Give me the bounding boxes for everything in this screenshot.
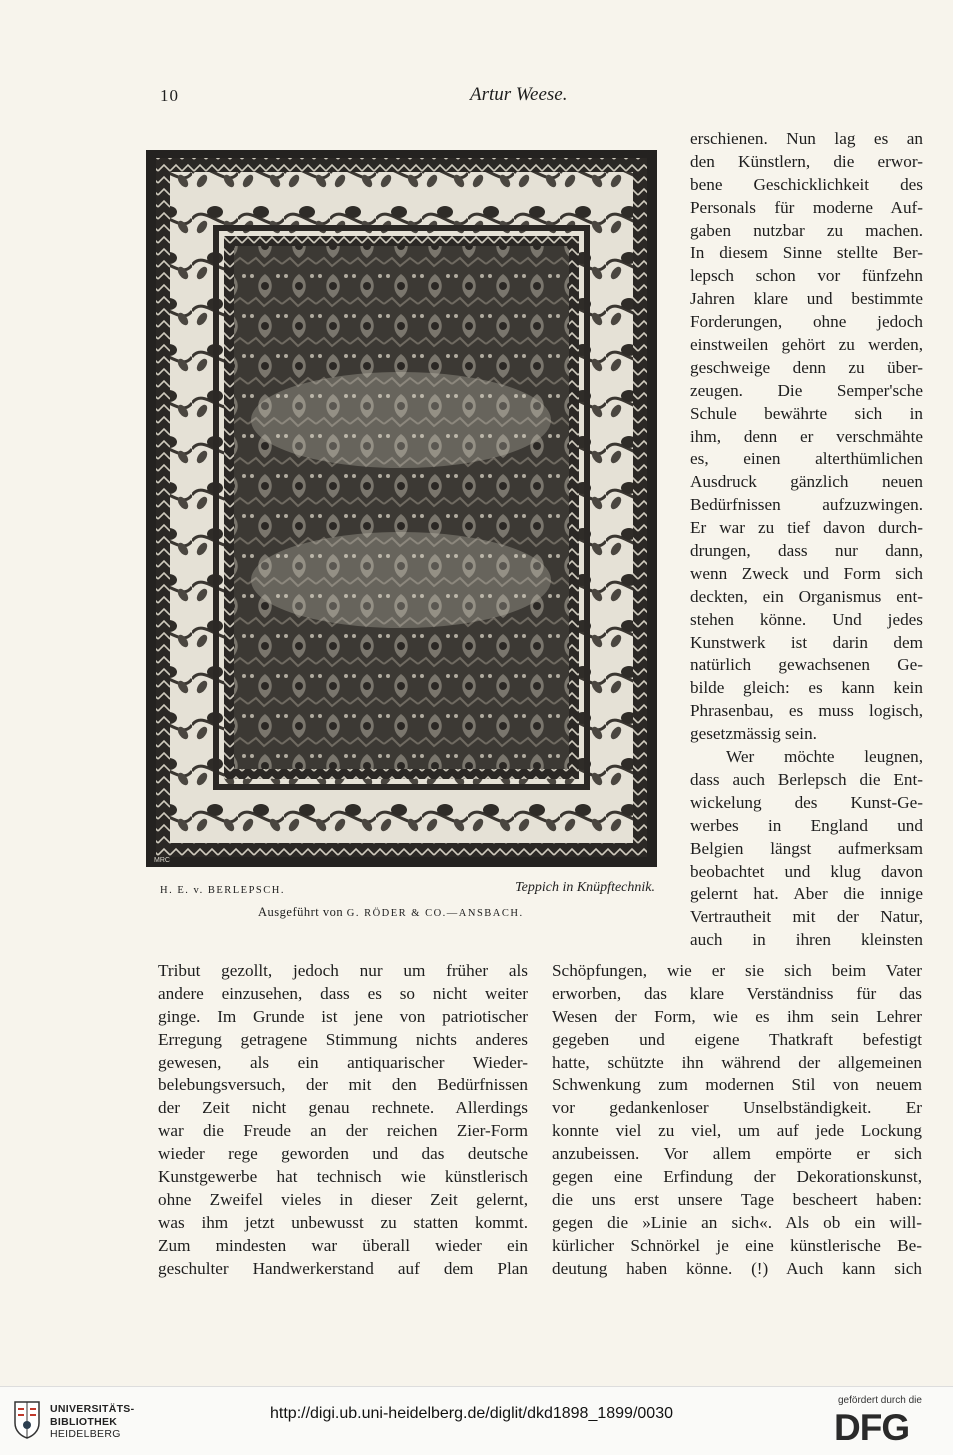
text-line: Schule bewährte sich in — [690, 403, 923, 423]
text-line: Kunstwerk ist darin dem — [690, 632, 923, 652]
text-line: erschienen. Nun lag es an — [690, 129, 923, 148]
library-name[interactable] — [50, 1403, 134, 1441]
text-line: vor gedankenloser Unselbständigkeit. Er — [552, 1098, 922, 1118]
caption-title: Teppich in Knüpftechnik. — [515, 880, 655, 895]
text-line: andere einzusehen, dass es so nicht weiter — [158, 983, 528, 1003]
text-line: wenn Zweck und Form sich — [690, 563, 923, 583]
text-line: Er war zu tief davon durch- — [690, 518, 923, 538]
text-line: konnte viel zu viel, um auf jede Lockung — [552, 1121, 922, 1141]
text-line: Tribut gezollt, jedoch nur um früher als — [158, 961, 528, 980]
library-line-3: HEIDELBERG — [50, 1428, 121, 1440]
text-line: geschulter Handwerkerstand auf dem Plan — [158, 1258, 528, 1278]
text-line: belebungsversuch, der mit den Bedürfnissen — [158, 1075, 528, 1095]
library-line-2: BIBLIOTHEK — [50, 1415, 118, 1428]
text-line: was ihm jetzt unbewusst zu statten kommt. — [158, 1212, 528, 1232]
text-line: Zum mindesten war überall wieder ein — [158, 1235, 528, 1255]
text-line: Forderungen, ohne jedoch — [690, 312, 923, 332]
page-number: 10 — [160, 86, 179, 105]
caption-author: H. E. v. BERLEPSCH. — [160, 885, 285, 896]
text-line: Ausdruck gänzlich neuen — [690, 472, 923, 492]
text-line: Personals für moderne Auf- — [690, 197, 923, 217]
text-line: Kunstgewerbe hat technisch wie künstlerisch — [158, 1167, 528, 1187]
text-line: anzubeissen. Vor allem empörte er sich — [552, 1144, 922, 1164]
caption-sub-prefix: Ausgeführt von — [258, 905, 344, 919]
text-line: deutung haben könne. (!) Auch kann sich — [552, 1258, 922, 1278]
text-line: die uns erst unsere Tage bescheert haben: — [552, 1189, 922, 1209]
text-line: gaben nutzbar zu machen. — [690, 220, 923, 240]
text-line: Phrasenbau, es muss logisch, — [690, 701, 923, 721]
text-line: auch in ihren kleinsten — [690, 930, 923, 950]
paragraph-end-line: gesetzmässig sein. — [690, 724, 817, 744]
text-line: der Zeit nicht genau rechnete. Allerdings — [158, 1098, 528, 1118]
running-title: Artur Weese. — [470, 84, 568, 105]
text-line: gelernt hat. Aber die innige — [690, 884, 923, 904]
text-line: deckten, ein Organismus ent- — [690, 586, 923, 606]
right-column-bottom-text — [552, 960, 922, 1280]
text-line: gegen die »Linie an sich«. Als ob ein will- — [552, 1212, 922, 1232]
text-line: war die Freude an der reichen Zier-Form — [158, 1121, 528, 1141]
text-line: gewesen, als ein antiquarischer Wieder- — [158, 1052, 528, 1072]
text-line: ihm, denn er verschmähte — [690, 426, 923, 446]
text-line: ginge. Im Grunde ist jene von patriotischer — [158, 1006, 528, 1026]
text-line: zeugen. Die Semper'sche — [690, 380, 923, 400]
text-line: einstweilen gehört zu werden, — [690, 335, 923, 355]
text-line: werbes in England und — [690, 815, 923, 835]
text-line: geschweige denn zu über- — [690, 357, 923, 377]
digitization-footer — [0, 1386, 953, 1455]
text-line: bilde gleich: es kann kein — [690, 678, 923, 698]
rug-field — [234, 246, 569, 769]
source-url-link[interactable]: http://digi.ub.uni-heidelberg.de/diglit/dkd1898_1899/0030 — [270, 1405, 673, 1422]
text-line: es, einen alterthümlichen — [690, 449, 923, 469]
text-line: natürlich gewachsenen Ge- — [690, 655, 923, 675]
funding-note: gefördert durch die — [838, 1395, 922, 1406]
text-line: Bedürfnissen aufzuzwingen. — [690, 495, 923, 515]
left-column-bottom-text — [158, 960, 528, 1280]
text-line: Schwenkung zum modernen Stil von neuem — [552, 1075, 922, 1095]
rug-svg — [146, 150, 657, 867]
text-line: lepsch schon vor fünfzehn — [690, 266, 923, 286]
caption-sub — [258, 905, 524, 920]
text-line: Erregung getragene Stimmung nichts anderes — [158, 1029, 528, 1049]
text-line: Schöpfungen, wie er sie sich beim Vater — [552, 961, 922, 980]
text-line: den Künstlern, die erwor- — [690, 151, 923, 171]
text-line: wickelung des Kunst-Ge- — [690, 792, 923, 812]
library-shield-icon — [14, 1401, 40, 1439]
text-line: drungen, dass nur dann, — [690, 541, 923, 561]
dfg-logo[interactable]: DFG — [834, 1407, 910, 1448]
text-line: gegen eine Erfindung der Dekorationskunst, — [552, 1167, 922, 1187]
text-line: hatte, schützte ihn während der allgemeinen — [552, 1052, 922, 1072]
caption-sub-firm: G. RÖDER & CO.—ANSBACH. — [346, 908, 524, 919]
text-line: beobachtet und klug davon — [690, 861, 923, 881]
text-line: Jahren klare und bestimmte — [690, 289, 923, 309]
text-line: Wesen der Form, wie es ihm sein Lehrer — [552, 1006, 922, 1026]
text-line: kürlicher Schnörkel je eine künstlerische Be- — [552, 1235, 922, 1255]
maker-mark: MRC — [154, 857, 170, 864]
paragraph-start-line: Wer möchte leugnen, — [726, 747, 923, 767]
right-column-top-text — [690, 128, 923, 952]
rug-light-band — [251, 372, 551, 468]
text-line: In diesem Sinne stellte Ber- — [690, 243, 923, 263]
text-line: dass auch Berlepsch die Ent- — [690, 769, 923, 789]
text-line: wieder rege geworden und das deutsche — [158, 1144, 528, 1164]
text-line: Vertrautheit mit der Natur, — [690, 907, 923, 927]
text-line: ohne Zweifel vieles in dieser Zeit gelernt, — [158, 1189, 528, 1209]
text-line: Belgien längst aufmerksam — [690, 838, 923, 858]
text-line: gegeben und eigene Thatkraft befestigt — [552, 1029, 922, 1049]
text-line: stehen könne. Und jedes — [690, 609, 923, 629]
library-line-1: UNIVERSITÄTS- — [50, 1403, 135, 1415]
rug-illustration — [146, 150, 657, 867]
text-line: erworben, das klare Verständniss für das — [552, 983, 922, 1003]
text-line: bene Geschicklichkeit des — [690, 174, 923, 194]
rug-light-band-lower — [251, 532, 551, 628]
